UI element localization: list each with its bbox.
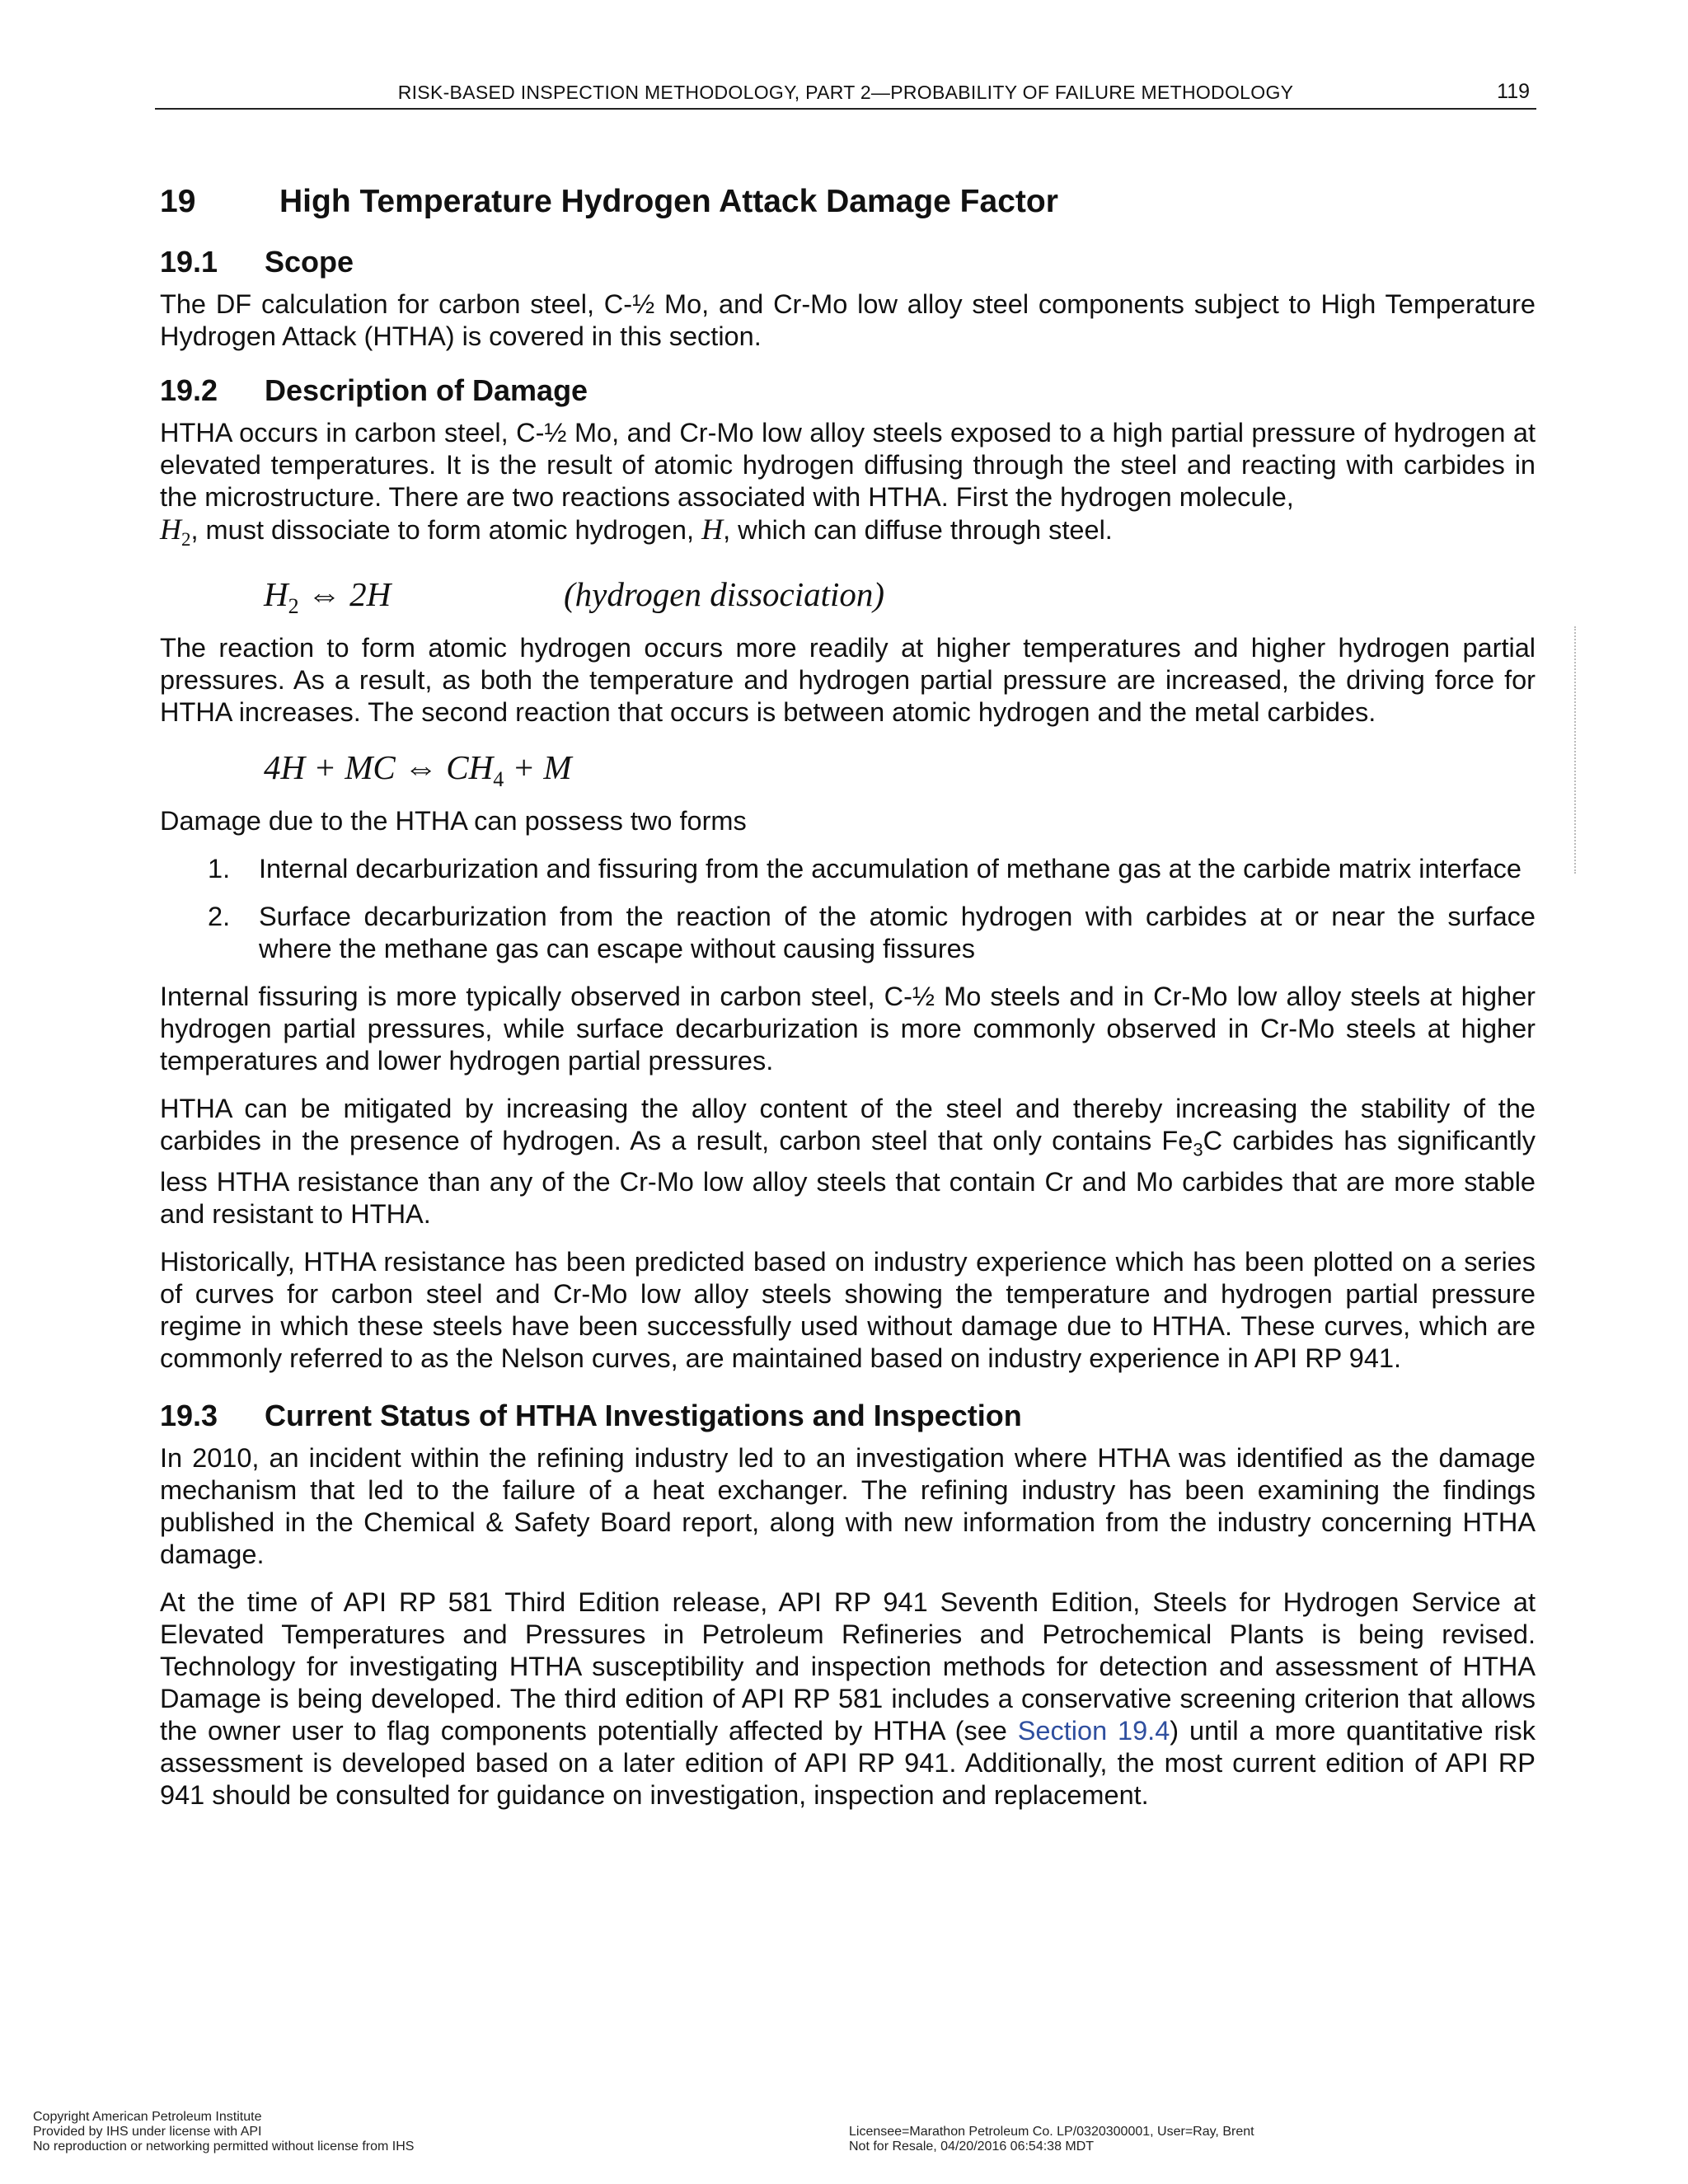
paragraph: In 2010, an incident within the refining industry led to an investigation where HTHA was identified as the damage mechanism that led to the failure of a heat exchanger. The refining industry has been examining the findings published in the Chemical & Safety Board report, along with new information from the industry concerning HTHA damage. (160, 1442, 1536, 1569)
footer-line: Licensee=Marathon Petroleum Co. LP/0320300001, User=Ray, Brent (849, 2125, 1254, 2139)
subsection-heading-description (160, 371, 1536, 410)
section-heading (160, 180, 1536, 224)
list-marker: 1. (208, 854, 231, 884)
section-number: 19 (160, 184, 196, 219)
subsection-number: 19.2 (160, 373, 218, 407)
footer-license (849, 2125, 1254, 2154)
subsection-heading-status (160, 1396, 1536, 1436)
math-subscript: 4 (493, 767, 504, 792)
math-h2 (160, 513, 191, 551)
section-title: High Temperature Hydrogen Attack Damage Factor (279, 184, 1058, 219)
subsection-number: 19.3 (160, 1398, 218, 1432)
paragraph: Historically, HTHA resistance has been predicted based on industry experience which has been plotted on a series of curves for carbon steel and Cr-Mo low alloy steels showing the temperature and hydrogen partial pressure regime in which these steels have been successfully used without damage due to HTHA. These curves, which are commonly referred to as the Nelson curves, are maintained based on industry experience in API RP 941. (160, 1246, 1536, 1373)
equation-label: (hydrogen dissociation) (564, 575, 885, 614)
page-number: 119 (1497, 80, 1530, 103)
math-symbol: H (160, 513, 181, 546)
paragraph-text: , must dissociate to form atomic hydrogen, (190, 515, 695, 545)
damage-forms-list (160, 853, 1536, 965)
footer-copyright (33, 2110, 414, 2154)
paragraph-text: HTHA can be mitigated by increasing the alloy content of the steel and thereby increasing the stability of the carbides in the presence of hydrogen. As a result, carbon steel that only contains Fe (160, 1094, 1536, 1156)
subsection-number: 19.1 (160, 245, 218, 279)
list-marker: 2. (208, 902, 231, 932)
math-expression: 4H + MC ⇔ CH (264, 748, 494, 787)
paragraph: The reaction to form atomic hydrogen occurs more readily at higher temperatures and higher hydrogen partial pressures. As a result, as both the temperature and hydrogen partial pressure are increased, the driving force for HTHA increases. The second reaction that occurs is between atomic hydrogen and the metal carbides. (160, 633, 1536, 728)
paragraph: Internal fissuring is more typically observed in carbon steel, C-½ Mo steels and in Cr-Mo low alloy steels at higher hydrogen partial pressures, while surface decarburization is more commonly observed in Cr-Mo steels at higher temperatures and lower hydrogen partial pressures. (160, 982, 1536, 1076)
section-19-4-link[interactable]: Section 19.4 (1017, 1715, 1170, 1746)
paragraph: Damage due to the HTHA can possess two forms (160, 806, 747, 837)
running-header (155, 78, 1536, 110)
running-header-title: RISK-BASED INSPECTION METHODOLOGY, PART 2—PROBABILITY OF FAILURE METHODOLOGY (397, 82, 1294, 103)
paragraph (160, 1586, 1536, 1811)
list-item (160, 901, 1536, 965)
paragraph-text: C carbides has significantly less HTHA resistance than any of the Cr-Mo low alloy steels that contain Cr and Mo carbides that are more stable and resistant to HTHA. (160, 1126, 1536, 1229)
math-expression: ⇔ 2H (307, 575, 392, 614)
math-subscript: 2 (181, 529, 191, 551)
paragraph: The DF calculation for carbon steel, C-½ Mo, and Cr-Mo low alloy steel components subject to High Temperature Hydrogen Attack (HTHA) is covered in this section. (160, 289, 1536, 351)
math-subscript: 2 (288, 594, 299, 619)
footer-line: Not for Resale, 04/20/2016 06:54:38 MDT (849, 2139, 1095, 2154)
paragraph (160, 417, 1536, 555)
paragraph-text: At the time of API RP 581 Third Edition release, API RP 941 Seventh Edition, Steels for Hydrogen Service at Elevated Temperatures and Pressures in Petroleum Refineries and Petrochemical Plants is being revised. Technology for investigating HTHA susceptibility and inspection methods for detection and assessment of HTHA Damage is being developed. The third edition of API RP 581 includes a conservative screening criterion that allows the owner user to flag components potentially affected by HTHA (see (160, 1586, 1536, 1746)
paragraph (160, 1093, 1536, 1230)
list-item-text: Internal decarburization and fissuring from the accumulation of methane gas at the carbide matrix interface (259, 854, 1522, 884)
paragraph-text: , which can diffuse through steel. (723, 515, 1113, 545)
footer-line: Copyright American Petroleum Institute (33, 2110, 262, 2124)
math-h: H (701, 513, 724, 546)
paragraph-text: ) until a more quantitative risk assessment is developed based on a later edition of API RP 941. Additionally, the most current edition of API RP 941 should be consulted for guidance on investigation, inspection and replacement. (160, 1715, 1536, 1810)
math-symbol: H (264, 575, 288, 614)
chemical-subscript: 3 (1193, 1139, 1203, 1160)
equation-methane-reaction (160, 744, 1536, 790)
page-body (160, 180, 1536, 1827)
equation-hydrogen-dissociation (160, 571, 1536, 617)
subsection-title: Scope (265, 245, 354, 279)
margin-watermark-mark (1574, 626, 1579, 874)
list-item (160, 853, 1536, 885)
subsection-heading-scope (160, 242, 1536, 282)
math-expression: + M (512, 748, 572, 787)
equation-body (264, 748, 572, 792)
paragraph-text: HTHA occurs in carbon steel, C-½ Mo, and Cr-Mo low alloy steels exposed to a high partial pressure of hydrogen at elevated temperatures. It is the result of atomic hydrogen diffusing through the steel and reacting with carbides in the microstructure. There are two reactions associated with HTHA. First the hydrogen molecule, (160, 418, 1536, 512)
list-item-text: Surface decarburization from the reaction of the atomic hydrogen with carbides at or near the surface where the methane gas can escape without causing fissures (259, 902, 1536, 964)
footer-line: No reproduction or networking permitted without license from IHS (33, 2139, 415, 2154)
footer-line: Provided by IHS under license with API (33, 2125, 262, 2139)
equation-body (264, 575, 392, 619)
subsection-title: Current Status of HTHA Investigations and Inspection (265, 1398, 1022, 1432)
subsection-title: Description of Damage (265, 373, 588, 407)
